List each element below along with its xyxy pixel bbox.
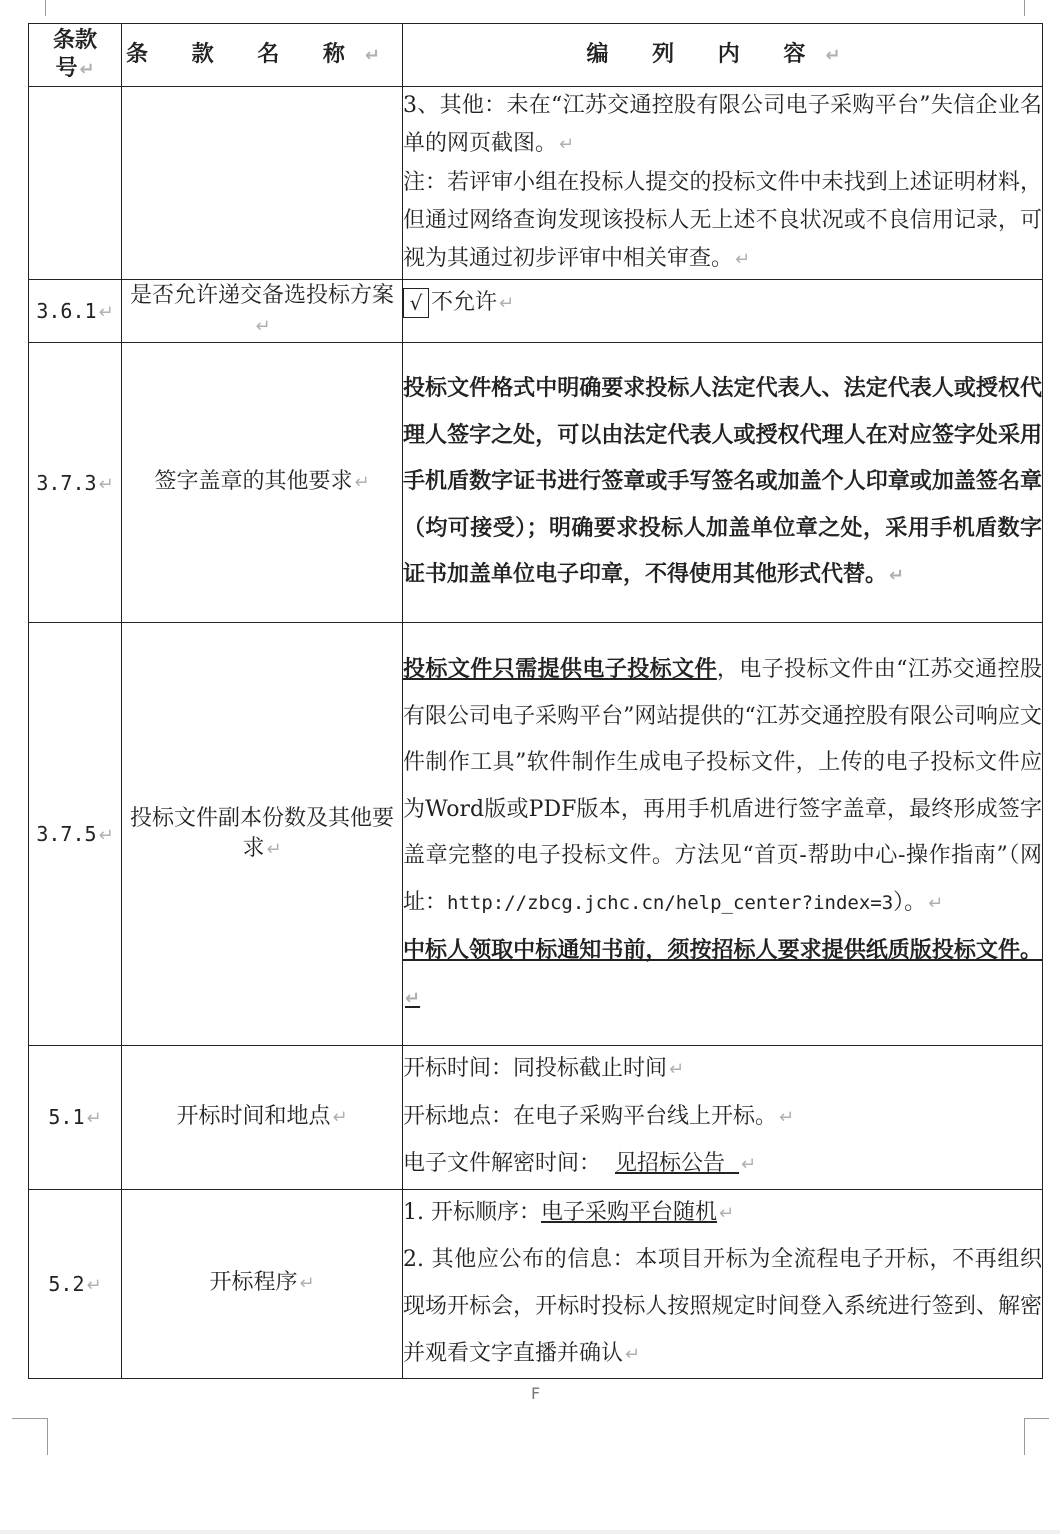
clause-name bbox=[122, 87, 403, 280]
clause-name: 签字盖章的其他要求 ↵ bbox=[122, 343, 403, 623]
content-paragraph: 投标文件只需提供电子投标文件，电子投标文件由“江苏交通控股有限公司电子采购平台”网站提供的“江苏交通控股有限公司响应文件制作工具”软件制作生成电子投标文件，上传的电子投标文件应为Word版或PDF版本，再用手机盾进行签字盖章，最终形成签字盖章完整的电子投标文件。方法见“首页-帮助中心-操作指南”（网址：http://zbcg.jchc.cn/help_center?index=3）。 ↵ bbox=[403, 656, 1042, 915]
clause-number: 3.6.1 ↵ bbox=[29, 280, 122, 343]
crop-mark-bottom-left bbox=[12, 1418, 48, 1455]
checkbox-checked: √ bbox=[403, 288, 429, 318]
other-info: 2. 其他应公布的信息：本项目开标为全流程电子开标，不再组织现场开标会，开标时投标人按照规定时间登入系统进行签到、解密并观看文字直播并确认 ↵ bbox=[403, 1247, 1042, 1366]
option-label: 不允许 bbox=[431, 290, 498, 315]
clause-name: 是否允许递交备选投标方案↵ bbox=[122, 280, 403, 343]
decryption-time: 电子文件解密时间： 见招标公告 ↵ bbox=[403, 1151, 757, 1177]
clause-name: 开标程序 ↵ bbox=[122, 1189, 403, 1378]
opening-time: 开标时间：同投标截止时间 ↵ bbox=[403, 1056, 685, 1081]
table-row bbox=[29, 623, 1043, 1046]
crop-mark-bottom-right bbox=[1024, 1418, 1049, 1455]
clauses-table bbox=[28, 23, 1043, 1379]
clause-content bbox=[403, 1189, 1043, 1378]
opening-location: 开标地点：在电子采购平台线上开标。 ↵ bbox=[403, 1103, 795, 1129]
clause-content bbox=[403, 623, 1043, 1046]
clause-number: 3.7.5 ↵ bbox=[29, 623, 122, 1046]
help-url: http://zbcg.jchc.cn/help_center?index=3 bbox=[447, 891, 894, 914]
table-header-row bbox=[29, 24, 1043, 87]
clause-number: 3.7.3 ↵ bbox=[29, 343, 122, 623]
crop-mark-top-right bbox=[1024, 0, 1049, 16]
header-clause-number: 条款号 ↵ bbox=[29, 24, 122, 87]
clause-name: 开标时间和地点 ↵ bbox=[122, 1046, 403, 1190]
header-content: 编 列 内 容 ↵ bbox=[403, 24, 1043, 87]
clause-content bbox=[403, 343, 1043, 623]
page-bottom-edge bbox=[0, 1530, 1060, 1534]
clause-number bbox=[29, 87, 122, 280]
content-note: 注：若评审小组在投标人提交的投标文件中未找到上述证明材料，但通过网络查询发现该投标人无上述不良状况或不良信用记录，可视为其通过初步评审中相关审查。 ↵ bbox=[403, 170, 1042, 271]
content-paragraph: 3、其他：未在“江苏交通控股有限公司电子采购平台”失信企业名单的网页截图。 ↵ bbox=[403, 93, 1042, 156]
clause-name: 投标文件副本份数及其他要求 ↵ bbox=[122, 623, 403, 1046]
header-clause-name: 条 款 名 称 ↵ bbox=[122, 24, 403, 87]
page-marker: F bbox=[531, 1384, 541, 1403]
clause-content bbox=[403, 1046, 1043, 1190]
content-note: 中标人领取中标通知书前，须按招标人要求提供纸质版投标文件。↵ bbox=[403, 937, 1042, 1009]
crop-mark-top-left bbox=[12, 0, 46, 16]
table-row bbox=[29, 280, 1043, 343]
table-row bbox=[29, 1189, 1043, 1378]
table-row bbox=[29, 343, 1043, 623]
clause-number: 5.2 ↵ bbox=[29, 1189, 122, 1378]
clause-content: √ 不允许 ↵ bbox=[403, 280, 1043, 343]
opening-order: 1. 开标顺序：电子采购平台随机 ↵ bbox=[403, 1199, 735, 1225]
table-row bbox=[29, 1046, 1043, 1190]
clause-number: 5.1 ↵ bbox=[29, 1046, 122, 1190]
clause-content bbox=[403, 87, 1043, 280]
table-row bbox=[29, 87, 1043, 280]
underlined-emphasis: 投标文件只需提供电子投标文件 bbox=[403, 656, 717, 682]
content-paragraph: 投标文件格式中明确要求投标人法定代表人、法定代表人或授权代理人签字之处，可以由法定代表人或授权代理人在对应签字处采用手机盾数字证书进行签章或手写签名或加盖个人印章或加盖签名章（均可接受）；明确要求投标人加盖单位章之处，采用手机盾数字证书加盖单位电子印章，不得使用其他形式代替。 ↵ bbox=[403, 375, 1042, 588]
